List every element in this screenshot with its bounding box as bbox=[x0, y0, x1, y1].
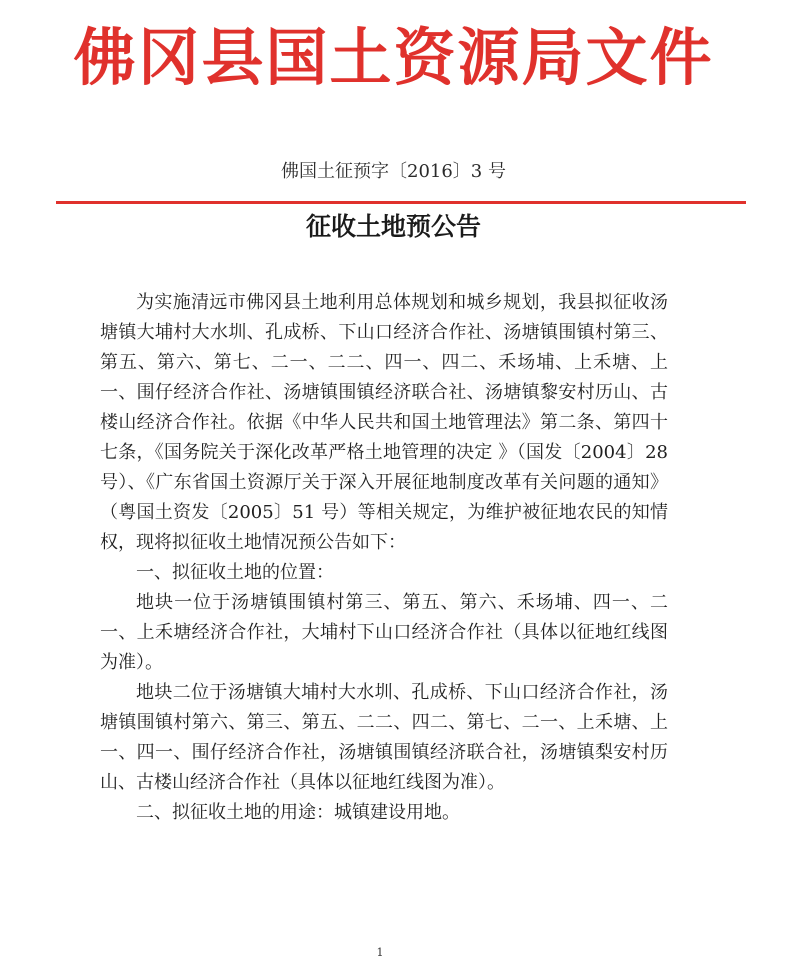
paragraph-intro: 为实施清远市佛冈县土地利用总体规划和城乡规划，我县拟征收汤塘镇大埔村大水圳、孔成桥、下山口经济合作社、汤塘镇围镇村第三、第五、第六、第七、二一、二二、四一、四二、禾场埔、上禾塘、上一、围仔经济合作社、汤塘镇围镇经济联合社、汤塘镇黎安村历山、古楼山经济合作社。依据《中华人民共和国土地管理法》第二条、第四十七条，《国务院关于深化改革严格土地管理的决定 》（国发〔2004〕28 号）、《广东省国土资源厅关于深入开展征地制度改革有关问题的通知》（粤国土资发〔2005〕51 号）等相关规定，为维护被征地农民的知情权，现将拟征收土地情况预公告如下： bbox=[100, 292, 668, 553]
paragraph-section-1-heading: 一、拟征收土地的位置： bbox=[136, 562, 334, 583]
document-number: 佛国土征预字〔2016〕3 号 bbox=[281, 161, 506, 182]
paragraph-section-2-heading: 二、拟征收土地的用途：城镇建设用地。 bbox=[136, 802, 460, 823]
notice-body bbox=[100, 288, 668, 828]
page-number: 1 bbox=[376, 946, 384, 959]
paragraph-plot-1: 地块一位于汤塘镇围镇村第三、第五、第六、禾场埔、四一、二一、上禾塘经济合作社，大埔村下山口经济合作社（具体以征地红线图为准）。 bbox=[100, 592, 668, 673]
notice-title: 征收土地预公告 bbox=[305, 212, 481, 241]
paragraph-plot-2: 地块二位于汤塘镇大埔村大水圳、孔成桥、下山口经济合作社，汤塘镇围镇村第六、第三、第五、二二、四二、第七、二一、上禾塘、上一、四一、围仔经济合作社，汤塘镇围镇经济联合社，汤塘镇梨安村历山、古楼山经济合作社（具体以征地红线图为准）。 bbox=[100, 682, 668, 793]
red-divider-line bbox=[56, 201, 746, 204]
document-header: 佛冈县国土资源局文件 bbox=[73, 21, 714, 94]
